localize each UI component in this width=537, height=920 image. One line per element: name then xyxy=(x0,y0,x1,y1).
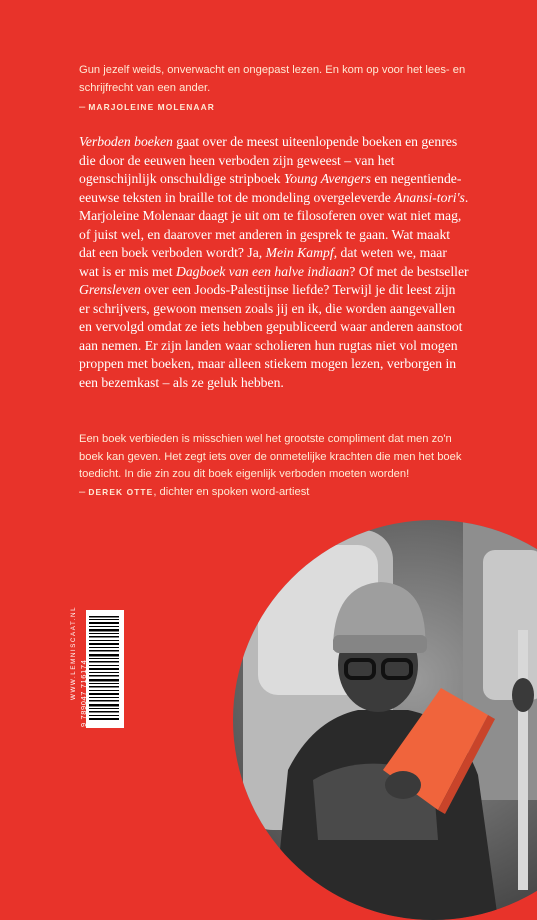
title-young-avengers: Young Avengers xyxy=(283,171,371,186)
blurb-paragraph xyxy=(79,133,469,392)
beanie-brim xyxy=(333,635,427,653)
handrail-pole xyxy=(518,630,528,890)
hand-left xyxy=(385,771,421,799)
barcode-bars xyxy=(86,610,124,728)
barcode xyxy=(86,610,124,728)
blurb-segment: . Marjoleine Molenaar daagt je uit om te filosoferen over wat niet mag, of juist wel, en daarover met anderen in gesprek te gaan. Wat maakt dat een boek verboden wordt? Ja, xyxy=(79,189,469,260)
top-quote-attribution xyxy=(79,99,479,117)
blurb-segment: en negentiende-eeuwse teksten in braille tot de mondeling overgeleverde xyxy=(79,171,462,205)
blurb-segment: over een Joods-Palestijnse liefde? Terwijl je dit leest zijn er schrijvers, gewoon mensen zoals jij en ik, die worden aangevallen en vervolgd omdat ze iets hebben gepubliceerd waar anderen aanstoot aan nemen. Er zijn landen waar scholieren hun rugtas niet vol mogen proppen met boeken, maar alleen stiekem mogen lezen, verborgen in een bezemkast – als ze geluk hebben. xyxy=(79,282,463,390)
bottom-quote xyxy=(79,431,474,501)
website-url: WWW.LEMNISCAAT.NL xyxy=(70,605,77,700)
title-mein-kampf: Mein Kampf xyxy=(265,245,334,260)
hand-on-pole xyxy=(512,678,534,712)
title-anansi-tori: Anansi-tori's xyxy=(394,189,465,205)
reader-photo-illustration xyxy=(233,520,537,920)
top-quote-text: Gun jezelf weids, onverwacht en ongepast lezen. En kom op voor het lees- en schrijfrecht van een ander. xyxy=(79,64,466,94)
reader-photo xyxy=(233,520,537,920)
title-grensleven: Grensleven xyxy=(79,282,141,297)
blurb-segment: gaat over de meest uiteenlopende boeken en genres die door de eeuwen heen verboden zijn geweest – van het ogenschijnlijk onschuldige stripboek xyxy=(79,134,458,186)
blurb-segment: ? Of met de bestseller xyxy=(349,263,469,279)
blurb-segment: , dat weten we, maar wat is er mis met xyxy=(79,245,447,279)
bottom-quote-role: , dichter en spoken word-artiest xyxy=(153,485,310,498)
top-quote-dash: – xyxy=(79,101,89,113)
top-quote-author: MARJOLEINE MOLENAAR xyxy=(88,102,215,112)
title-verboden-boeken: Verboden boeken xyxy=(79,134,173,149)
top-quote xyxy=(79,62,479,117)
subway-window-right xyxy=(483,550,537,700)
bottom-quote-text: Een boek verbieden is misschien wel het grootste compliment dat men zo'n boek kan geven. Het zegt iets over de onmetelijke krachten die men het boek toedicht. In die zin zou dit boek eigenlijk verboden moeten worden! xyxy=(79,433,462,480)
title-dagboek: Dagboek van een halve indiaan xyxy=(175,263,350,279)
isbn-number: 9 789047 716174 xyxy=(79,659,88,727)
bottom-quote-dash: – xyxy=(79,485,89,498)
bottom-quote-attribution xyxy=(79,486,309,498)
bottom-quote-author: DEREK OTTE xyxy=(88,486,154,497)
